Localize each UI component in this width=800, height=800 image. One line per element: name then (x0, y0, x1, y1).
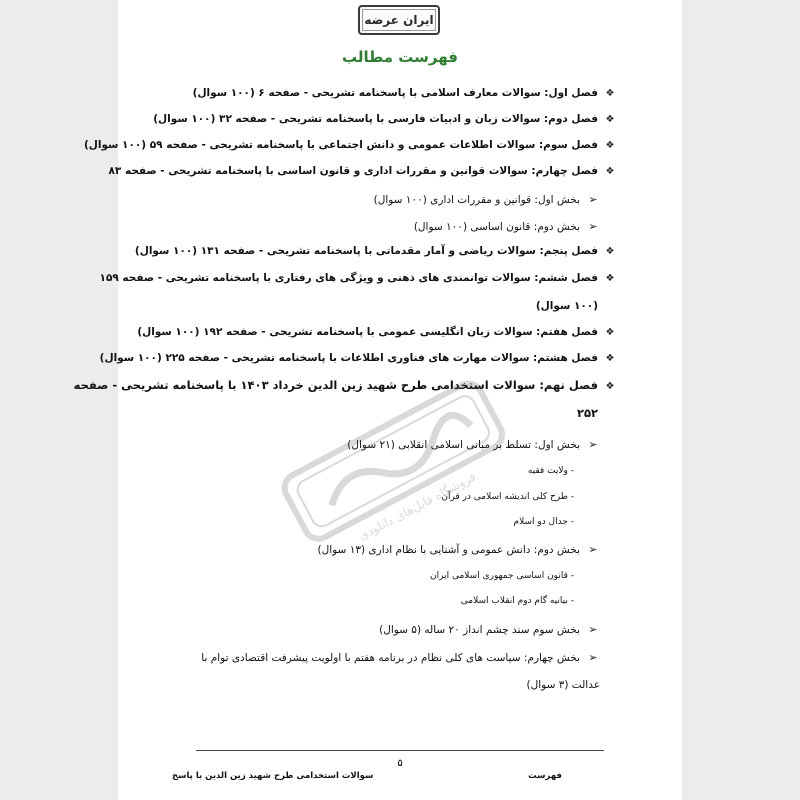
toc-item: - بیانیه گام دوم انقلاب اسلامی (460, 596, 574, 606)
page-number: ۵ (397, 758, 403, 769)
arrow-bullet-icon: ➢ (588, 193, 598, 206)
toc-section: ➢بخش اول: تسلط بر مبانی اسلامی انقلابی (۲۱ سوال) (347, 438, 600, 451)
arrow-bullet-icon: ➢ (588, 438, 598, 451)
toc-chapter: ❖فصل هفتم: سوالات زبان انگلیسی عمومی با پاسخنامه تشریحی - صفحه ۱۹۲ (۱۰۰ سوال) (137, 326, 618, 338)
toc-item: - جدال دو اسلام (513, 517, 574, 527)
toc-title: فهرست مطالب (342, 48, 458, 66)
diamond-bullet-icon: ❖ (605, 246, 615, 257)
toc-chapter: ❖فصل دوم: سوالات زبان و ادبیات فارسی با پاسخنامه تشریحی - صفحه ۳۲ (۱۰۰ سوال) (153, 113, 618, 125)
diamond-bullet-icon: ❖ (605, 353, 615, 364)
toc-chapter: ❖فصل نهم: سوالات استخدامی طرح شهید زین الدین خرداد ۱۴۰۳ با پاسخنامه تشریحی - صفحه (74, 378, 618, 392)
footer-divider (196, 750, 604, 751)
diamond-bullet-icon: ❖ (605, 88, 615, 99)
toc-section: ➢بخش اول: قوانین و مقررات اداری (۱۰۰ سوال) (374, 193, 600, 206)
toc-item: - قانون اساسی جمهوری اسلامی ایران (430, 571, 574, 581)
toc-chapter-continuation: (۱۰۰ سوال) (535, 300, 598, 312)
diamond-bullet-icon: ❖ (605, 273, 615, 284)
diamond-bullet-icon: ❖ (605, 140, 615, 151)
toc-item: - ولایت فقیه (527, 466, 574, 476)
toc-chapter: ❖فصل اول: سوالات معارف اسلامی با پاسخنامه تشریحی - صفحه ۶ (۱۰۰ سوال) (193, 87, 618, 99)
toc-section: ➢بخش دوم: دانش عمومی و آشنایی با نظام اداری (۱۳ سوال) (317, 543, 600, 556)
toc-chapter: ❖فصل چهارم: سوالات قوانین و مقررات اداری و قانون اساسی با پاسخنامه تشریحی - صفحه ۸۳ (108, 165, 618, 177)
footer-book-title: سوالات استخدامی طرح شهید زین الدین با پاسخ (172, 771, 374, 781)
toc-section-continuation: عدالت (۳ سوال) (526, 679, 600, 691)
diamond-bullet-icon: ❖ (605, 114, 615, 125)
arrow-bullet-icon: ➢ (588, 543, 598, 556)
arrow-bullet-icon: ➢ (588, 651, 598, 664)
toc-section: ➢بخش دوم: قانون اساسی (۱۰۰ سوال) (414, 220, 600, 233)
arrow-bullet-icon: ➢ (588, 220, 598, 233)
toc-item: - طرح کلی اندیشه اسلامی در قرآن (441, 492, 574, 502)
logo-text: ایران عرضه (364, 13, 434, 27)
document-page (73, 0, 682, 800)
diamond-bullet-icon: ❖ (605, 381, 615, 392)
toc-chapter-continuation: ۲۵۲ (576, 406, 598, 420)
toc-section: ➢بخش سوم سند چشم انداز ۲۰ ساله (۵ سوال) (379, 623, 600, 636)
toc-content (73, 0, 682, 800)
toc-chapter: ❖فصل سوم: سوالات اطلاعات عمومی و دانش اجتماعی با پاسخنامه تشریحی - صفحه ۵۹ (۱۰۰ سوال) (84, 139, 618, 151)
toc-section: ➢بخش چهارم: سیاست های کلی نظام در برنامه هفتم با اولویت پیشرفت اقتصادی توام با (201, 651, 600, 664)
diamond-bullet-icon: ❖ (605, 327, 615, 338)
toc-chapter: ❖فصل هشتم: سوالات مهارت های فناوری اطلاعات با پاسخنامه تشریحی - صفحه ۲۲۵ (۱۰۰ سوال) (100, 352, 618, 364)
arrow-bullet-icon: ➢ (588, 623, 598, 636)
footer-section-label: فهرست (528, 771, 562, 781)
diamond-bullet-icon: ❖ (605, 166, 615, 177)
toc-chapter: ❖فصل ششم: سوالات توانمندی های ذهنی و ویژگی های رفتاری با پاسخنامه تشریحی - صفحه ۱۵۹ (100, 272, 618, 284)
toc-chapter: ❖فصل پنجم: سوالات ریاضی و آمار مقدماتی با پاسخنامه تشریحی - صفحه ۱۳۱ (۱۰۰ سوال) (135, 245, 618, 257)
svg-text:فروشگاه فایل‌های دانلودی: فروشگاه فایل‌های دانلودی (356, 469, 479, 544)
